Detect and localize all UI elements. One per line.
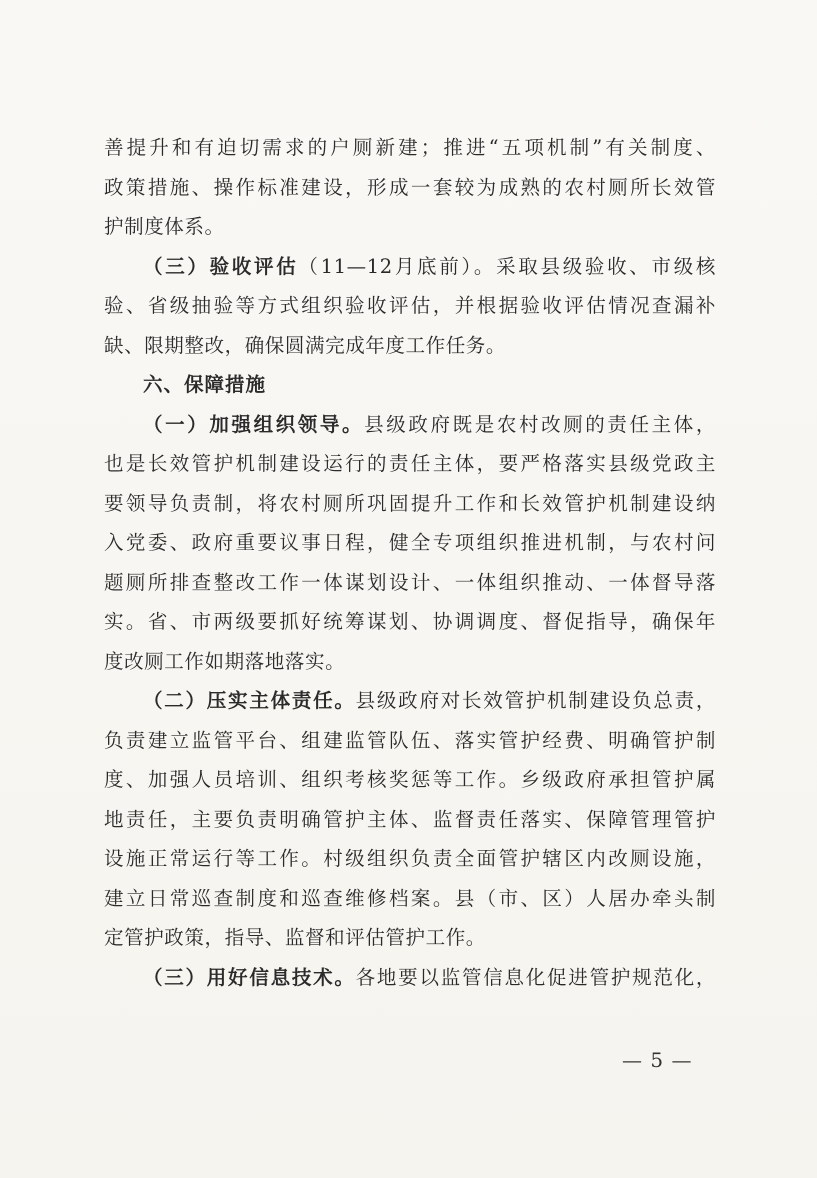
section-title: 六、保障措施 — [143, 373, 267, 396]
text-line: 度、加强人员培训、组织考核奖惩等工作。乡级政府承担管护属 — [104, 768, 716, 791]
text-line: 也是长效管护机制建设运行的责任主体，要严格落实县级党政主 — [104, 452, 716, 475]
text-run: 县级政府既是农村改厕的责任主体， — [364, 412, 716, 436]
paragraph-heading: （二）压实主体责任。 — [143, 689, 356, 712]
text-line: 入党委、政府重要议事日程，健全专项组织推进机制，与农村问 — [104, 531, 716, 554]
document-body — [104, 128, 716, 997]
paragraph-heading: （一）加强组织领导。 — [143, 412, 365, 436]
text-line: 护制度体系。 — [104, 215, 225, 238]
text-line: 善提升和有迫切需求的户厕新建；推进“五项机制”有关制度、 — [104, 136, 716, 159]
text-line: 政策措施、操作标准建设，形成一套较为成熟的农村厕所长效管 — [104, 175, 716, 199]
text-line: 地责任，主要负责明确管护主体、监督责任落实、保障管理管护 — [104, 807, 716, 831]
text-line: 建立日常巡查制度和巡查维修档案。县（市、区）人居办牵头制 — [104, 886, 716, 910]
text-line: 设施正常运行等工作。村级组织负责全面管护辖区内改厕设施， — [104, 847, 716, 870]
text-line: 定管护政策，指导、监督和评估管护工作。 — [104, 926, 486, 949]
text-line: 要领导负责制，将农村厕所巩固提升工作和长效管护机制建设纳 — [104, 491, 716, 515]
text-run: 各地要以监管信息化促进管护规范化， — [355, 965, 716, 989]
text-line: 实。省、市两级要抓好统筹谋划、协调调度、督促指导，确保年 — [104, 610, 716, 633]
text-line: 缺、限期整改，确保圆满完成年度工作任务。 — [104, 333, 507, 357]
text-run: 县级政府对长效管护机制建设负总责， — [355, 689, 716, 712]
paragraph-heading: （三）验收评估 — [143, 254, 299, 278]
paragraph-heading: （三）用好信息技术。 — [143, 965, 356, 989]
text-line: 度改厕工作如期落地落实。 — [104, 649, 346, 673]
text-line: 题厕所排查整改工作一体谋划设计、一体组织推动、一体督导落 — [104, 570, 716, 594]
paragraph-information — [104, 958, 716, 998]
text-line: 验、省级抽验等方式组织验收评估，并根据验收评估情况查漏补 — [104, 294, 716, 317]
text-line: 负责建立监管平台、组建监管队伍、落实管护经费、明确管护制 — [104, 728, 716, 752]
text-run: （11—12月底前）。采取县级验收、市级核 — [298, 254, 716, 278]
paragraph-acceptance — [104, 247, 716, 287]
paragraph-organization — [104, 405, 716, 445]
page-number: — 5 — — [622, 1048, 693, 1072]
paragraph-responsibility — [104, 681, 716, 721]
